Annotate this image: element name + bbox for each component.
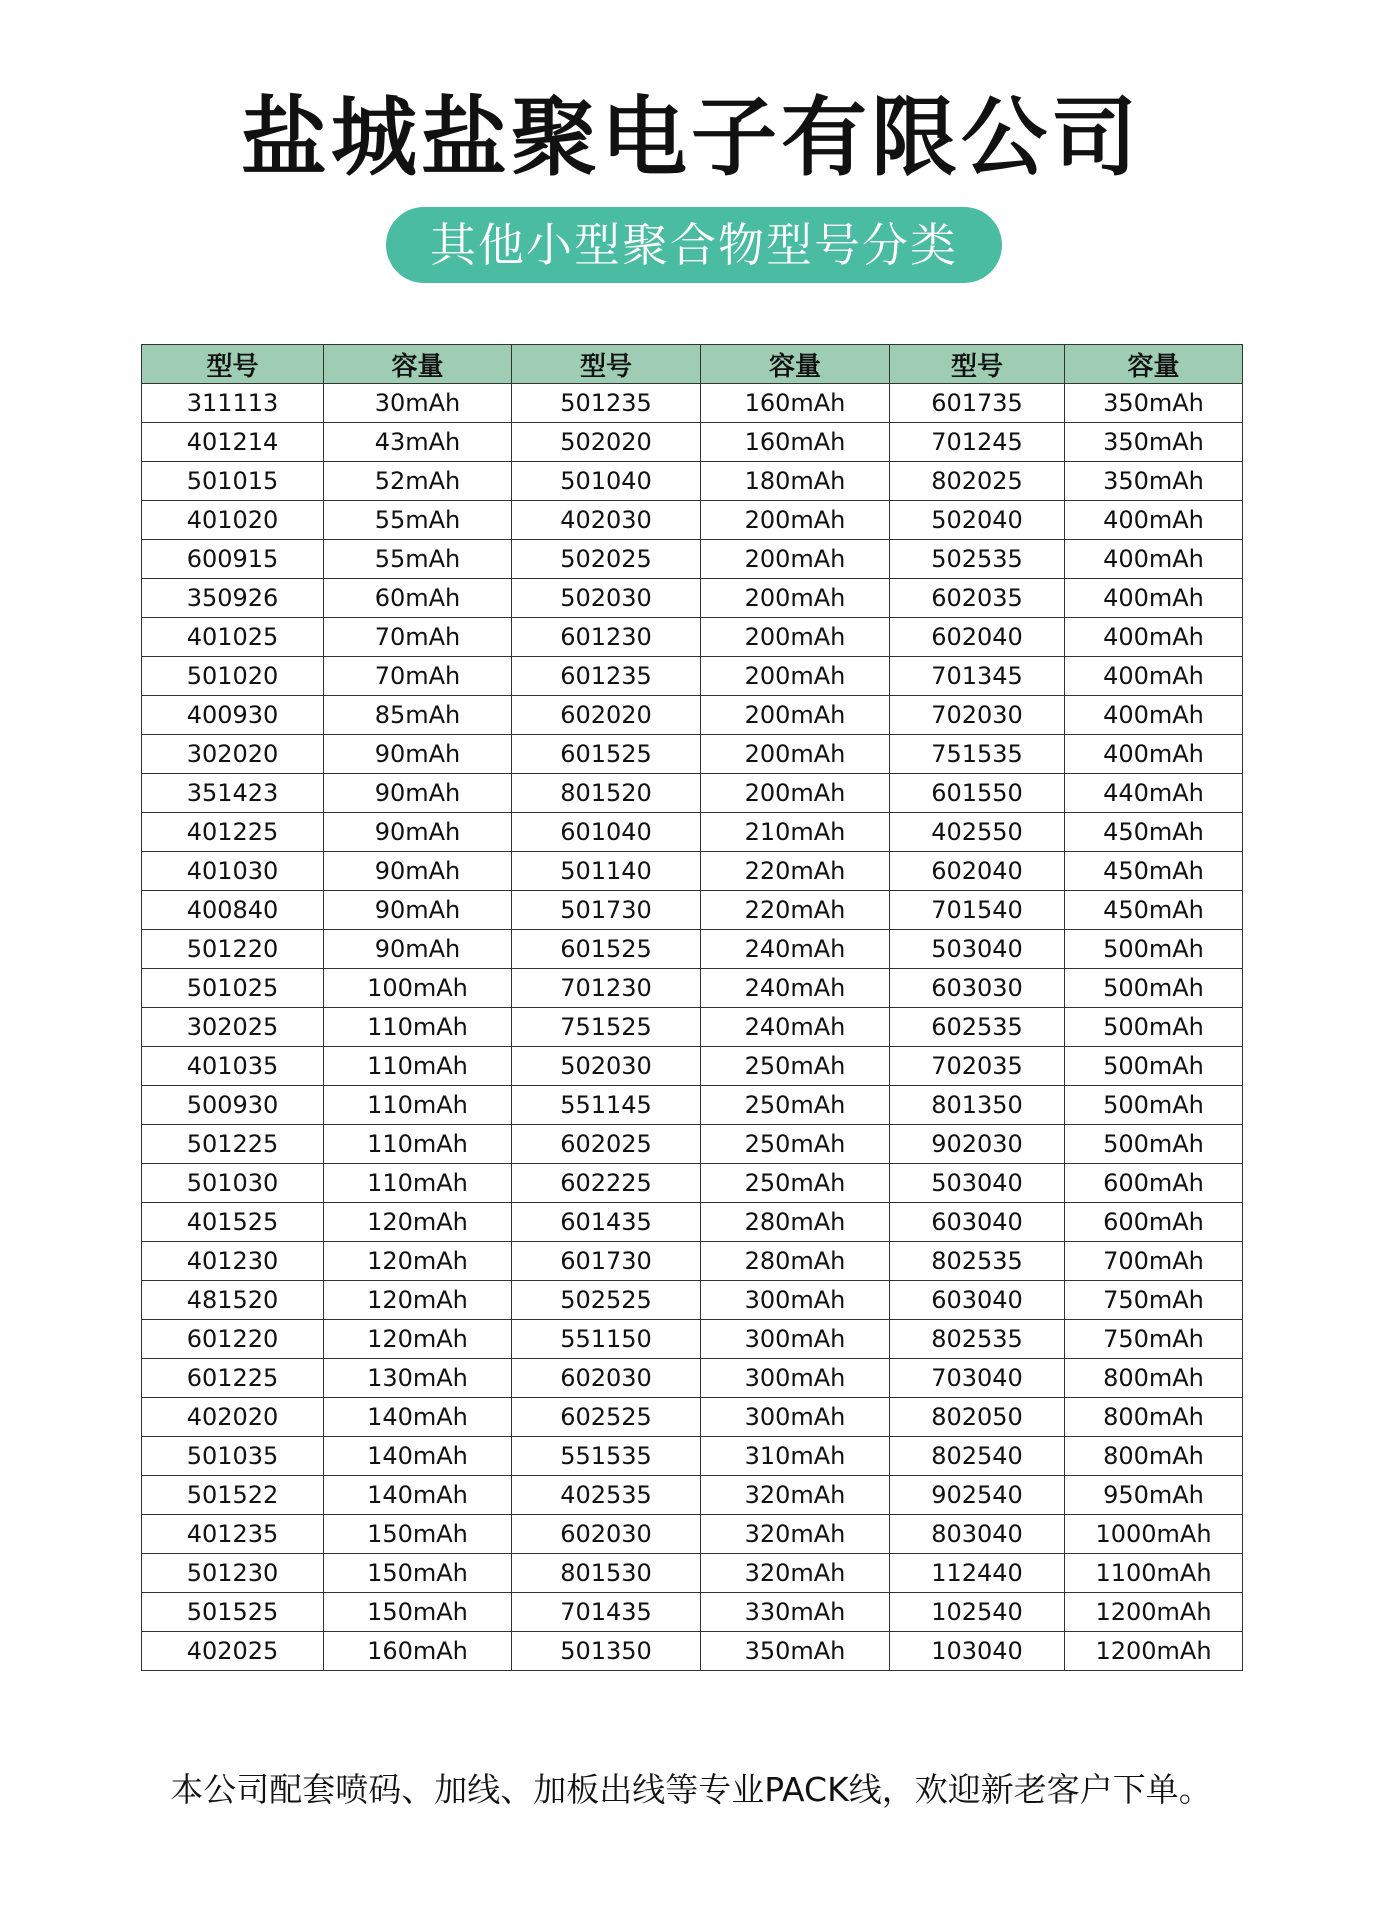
model-cell: 503040 <box>890 930 1065 969</box>
capacity-cell: 130mAh <box>324 1359 512 1398</box>
capacity-cell: 400mAh <box>1065 735 1243 774</box>
table-row <box>142 852 1243 891</box>
model-cell: 501035 <box>142 1437 324 1476</box>
model-cell: 602030 <box>512 1515 701 1554</box>
model-cell: 802535 <box>890 1242 1065 1281</box>
model-cell: 601735 <box>890 384 1065 423</box>
model-cell: 603040 <box>890 1203 1065 1242</box>
model-cell: 401525 <box>142 1203 324 1242</box>
capacity-cell: 200mAh <box>701 540 890 579</box>
capacity-cell: 200mAh <box>701 735 890 774</box>
capacity-cell: 200mAh <box>701 696 890 735</box>
capacity-cell: 500mAh <box>1065 930 1243 969</box>
capacity-cell: 120mAh <box>324 1320 512 1359</box>
capacity-cell: 600mAh <box>1065 1164 1243 1203</box>
capacity-cell: 100mAh <box>324 969 512 1008</box>
model-cell: 501230 <box>142 1554 324 1593</box>
capacity-cell: 320mAh <box>701 1476 890 1515</box>
capacity-cell: 200mAh <box>701 501 890 540</box>
model-cell: 802535 <box>890 1320 1065 1359</box>
header-model-1: 型号 <box>142 345 324 384</box>
capacity-cell: 300mAh <box>701 1320 890 1359</box>
capacity-cell: 800mAh <box>1065 1359 1243 1398</box>
model-cell: 602025 <box>512 1125 701 1164</box>
capacity-cell: 90mAh <box>324 774 512 813</box>
model-cell: 751535 <box>890 735 1065 774</box>
model-cell: 601525 <box>512 930 701 969</box>
capacity-cell: 350mAh <box>1065 423 1243 462</box>
model-cell: 701345 <box>890 657 1065 696</box>
capacity-cell: 250mAh <box>701 1164 890 1203</box>
model-cell: 602225 <box>512 1164 701 1203</box>
capacity-cell: 400mAh <box>1065 579 1243 618</box>
table-row <box>142 1359 1243 1398</box>
model-cell: 401030 <box>142 852 324 891</box>
model-cell: 481520 <box>142 1281 324 1320</box>
model-cell: 601525 <box>512 735 701 774</box>
model-cell: 103040 <box>890 1632 1065 1671</box>
table-row <box>142 1008 1243 1047</box>
model-cell: 803040 <box>890 1515 1065 1554</box>
model-cell: 602040 <box>890 852 1065 891</box>
model-cell: 401235 <box>142 1515 324 1554</box>
model-cell: 601220 <box>142 1320 324 1359</box>
footer-note: 本公司配套喷码、加线、加板出线等专业PACK线，欢迎新老客户下单。 <box>170 1770 1212 1809</box>
model-cell: 602030 <box>512 1359 701 1398</box>
table-row <box>142 1554 1243 1593</box>
capacity-cell: 90mAh <box>324 891 512 930</box>
model-cell: 802025 <box>890 462 1065 501</box>
model-cell: 501225 <box>142 1125 324 1164</box>
model-cell: 401035 <box>142 1047 324 1086</box>
model-cell: 112440 <box>890 1554 1065 1593</box>
capacity-cell: 750mAh <box>1065 1281 1243 1320</box>
model-cell: 701540 <box>890 891 1065 930</box>
capacity-cell: 210mAh <box>701 813 890 852</box>
capacity-cell: 300mAh <box>701 1359 890 1398</box>
capacity-cell: 800mAh <box>1065 1398 1243 1437</box>
capacity-cell: 150mAh <box>324 1554 512 1593</box>
table-row <box>142 618 1243 657</box>
model-cell: 501025 <box>142 969 324 1008</box>
table-row <box>142 774 1243 813</box>
model-cell: 102540 <box>890 1593 1065 1632</box>
capacity-cell: 600mAh <box>1065 1203 1243 1242</box>
model-table <box>141 344 1243 1671</box>
capacity-cell: 43mAh <box>324 423 512 462</box>
model-cell: 311113 <box>142 384 324 423</box>
model-cell: 501522 <box>142 1476 324 1515</box>
model-cell: 302025 <box>142 1008 324 1047</box>
model-cell: 351423 <box>142 774 324 813</box>
model-cell: 401025 <box>142 618 324 657</box>
model-cell: 602020 <box>512 696 701 735</box>
capacity-cell: 450mAh <box>1065 891 1243 930</box>
table-row <box>142 657 1243 696</box>
capacity-cell: 700mAh <box>1065 1242 1243 1281</box>
capacity-cell: 70mAh <box>324 618 512 657</box>
capacity-cell: 200mAh <box>701 774 890 813</box>
model-cell: 802050 <box>890 1398 1065 1437</box>
model-cell: 500930 <box>142 1086 324 1125</box>
capacity-cell: 300mAh <box>701 1281 890 1320</box>
table-row <box>142 540 1243 579</box>
table-row <box>142 1047 1243 1086</box>
model-cell: 603040 <box>890 1281 1065 1320</box>
model-cell: 601550 <box>890 774 1065 813</box>
model-cell: 601225 <box>142 1359 324 1398</box>
capacity-cell: 90mAh <box>324 930 512 969</box>
capacity-cell: 200mAh <box>701 657 890 696</box>
model-cell: 501235 <box>512 384 701 423</box>
model-cell: 402030 <box>512 501 701 540</box>
capacity-cell: 240mAh <box>701 969 890 1008</box>
capacity-cell: 120mAh <box>324 1242 512 1281</box>
capacity-cell: 52mAh <box>324 462 512 501</box>
capacity-cell: 110mAh <box>324 1047 512 1086</box>
model-cell: 401020 <box>142 501 324 540</box>
table-row <box>142 1164 1243 1203</box>
capacity-cell: 160mAh <box>701 384 890 423</box>
capacity-cell: 500mAh <box>1065 969 1243 1008</box>
model-cell: 402025 <box>142 1632 324 1671</box>
table-row <box>142 735 1243 774</box>
model-cell: 602040 <box>890 618 1065 657</box>
capacity-cell: 450mAh <box>1065 852 1243 891</box>
model-cell: 601040 <box>512 813 701 852</box>
capacity-cell: 500mAh <box>1065 1047 1243 1086</box>
model-cell: 601435 <box>512 1203 701 1242</box>
category-banner: 其他小型聚合物型号分类 <box>386 207 1002 283</box>
model-cell: 501020 <box>142 657 324 696</box>
capacity-cell: 350mAh <box>1065 384 1243 423</box>
capacity-cell: 150mAh <box>324 1593 512 1632</box>
model-cell: 400840 <box>142 891 324 930</box>
capacity-cell: 110mAh <box>324 1086 512 1125</box>
capacity-cell: 90mAh <box>324 852 512 891</box>
capacity-cell: 220mAh <box>701 852 890 891</box>
model-cell: 701245 <box>890 423 1065 462</box>
table-row <box>142 1437 1243 1476</box>
capacity-cell: 140mAh <box>324 1476 512 1515</box>
model-cell: 600915 <box>142 540 324 579</box>
model-cell: 602535 <box>890 1008 1065 1047</box>
table-row <box>142 1125 1243 1164</box>
model-cell: 601235 <box>512 657 701 696</box>
capacity-cell: 70mAh <box>324 657 512 696</box>
capacity-cell: 55mAh <box>324 501 512 540</box>
capacity-cell: 400mAh <box>1065 618 1243 657</box>
capacity-cell: 450mAh <box>1065 813 1243 852</box>
capacity-cell: 310mAh <box>701 1437 890 1476</box>
capacity-cell: 400mAh <box>1065 540 1243 579</box>
table-row <box>142 1242 1243 1281</box>
model-cell: 302020 <box>142 735 324 774</box>
model-cell: 401225 <box>142 813 324 852</box>
model-cell: 501140 <box>512 852 701 891</box>
table-row <box>142 813 1243 852</box>
capacity-cell: 400mAh <box>1065 696 1243 735</box>
capacity-cell: 120mAh <box>324 1203 512 1242</box>
table-row <box>142 423 1243 462</box>
capacity-cell: 1100mAh <box>1065 1554 1243 1593</box>
capacity-cell: 440mAh <box>1065 774 1243 813</box>
model-cell: 801530 <box>512 1554 701 1593</box>
capacity-cell: 110mAh <box>324 1164 512 1203</box>
model-cell: 502020 <box>512 423 701 462</box>
table-row <box>142 969 1243 1008</box>
capacity-cell: 280mAh <box>701 1242 890 1281</box>
model-cell: 602035 <box>890 579 1065 618</box>
capacity-cell: 1200mAh <box>1065 1593 1243 1632</box>
model-cell: 400930 <box>142 696 324 735</box>
model-cell: 703040 <box>890 1359 1065 1398</box>
model-cell: 501030 <box>142 1164 324 1203</box>
table-row <box>142 1632 1243 1671</box>
model-cell: 502040 <box>890 501 1065 540</box>
model-cell: 802540 <box>890 1437 1065 1476</box>
model-cell: 601730 <box>512 1242 701 1281</box>
capacity-cell: 200mAh <box>701 618 890 657</box>
model-cell: 401230 <box>142 1242 324 1281</box>
model-cell: 502025 <box>512 540 701 579</box>
model-cell: 601230 <box>512 618 701 657</box>
table-row <box>142 891 1243 930</box>
model-cell: 402535 <box>512 1476 701 1515</box>
header-capacity-1: 容量 <box>324 345 512 384</box>
model-cell: 401214 <box>142 423 324 462</box>
model-cell: 801350 <box>890 1086 1065 1125</box>
capacity-cell: 500mAh <box>1065 1086 1243 1125</box>
model-cell: 502030 <box>512 1047 701 1086</box>
capacity-cell: 180mAh <box>701 462 890 501</box>
capacity-cell: 90mAh <box>324 735 512 774</box>
capacity-cell: 330mAh <box>701 1593 890 1632</box>
table-row <box>142 1593 1243 1632</box>
model-cell: 501015 <box>142 462 324 501</box>
capacity-cell: 250mAh <box>701 1125 890 1164</box>
capacity-cell: 750mAh <box>1065 1320 1243 1359</box>
model-cell: 503040 <box>890 1164 1065 1203</box>
capacity-cell: 950mAh <box>1065 1476 1243 1515</box>
model-cell: 501220 <box>142 930 324 969</box>
capacity-cell: 240mAh <box>701 1008 890 1047</box>
table-row <box>142 462 1243 501</box>
table-row <box>142 696 1243 735</box>
capacity-cell: 300mAh <box>701 1398 890 1437</box>
capacity-cell: 220mAh <box>701 891 890 930</box>
model-cell: 702030 <box>890 696 1065 735</box>
table-row <box>142 1476 1243 1515</box>
capacity-cell: 90mAh <box>324 813 512 852</box>
capacity-cell: 280mAh <box>701 1203 890 1242</box>
company-title: 盐城盐聚电子有限公司 <box>241 88 1141 188</box>
capacity-cell: 55mAh <box>324 540 512 579</box>
table-row <box>142 579 1243 618</box>
capacity-cell: 110mAh <box>324 1008 512 1047</box>
header-capacity-2: 容量 <box>701 345 890 384</box>
capacity-cell: 350mAh <box>701 1632 890 1671</box>
model-cell: 501730 <box>512 891 701 930</box>
table-row <box>142 930 1243 969</box>
capacity-cell: 1000mAh <box>1065 1515 1243 1554</box>
capacity-cell: 120mAh <box>324 1281 512 1320</box>
capacity-cell: 160mAh <box>324 1632 512 1671</box>
model-cell: 701230 <box>512 969 701 1008</box>
model-cell: 502030 <box>512 579 701 618</box>
table-row <box>142 1515 1243 1554</box>
capacity-cell: 320mAh <box>701 1515 890 1554</box>
header-model-3: 型号 <box>890 345 1065 384</box>
header-model-2: 型号 <box>512 345 701 384</box>
capacity-cell: 400mAh <box>1065 501 1243 540</box>
table-row <box>142 1320 1243 1359</box>
capacity-cell: 30mAh <box>324 384 512 423</box>
capacity-cell: 800mAh <box>1065 1437 1243 1476</box>
model-cell: 402020 <box>142 1398 324 1437</box>
model-cell: 402550 <box>890 813 1065 852</box>
capacity-cell: 500mAh <box>1065 1125 1243 1164</box>
capacity-cell: 250mAh <box>701 1086 890 1125</box>
table-row <box>142 1398 1243 1437</box>
capacity-cell: 150mAh <box>324 1515 512 1554</box>
model-cell: 501350 <box>512 1632 701 1671</box>
capacity-cell: 350mAh <box>1065 462 1243 501</box>
model-cell: 502535 <box>890 540 1065 579</box>
model-cell: 350926 <box>142 579 324 618</box>
capacity-cell: 160mAh <box>701 423 890 462</box>
capacity-cell: 240mAh <box>701 930 890 969</box>
model-cell: 702035 <box>890 1047 1065 1086</box>
capacity-cell: 110mAh <box>324 1125 512 1164</box>
capacity-cell: 85mAh <box>324 696 512 735</box>
model-cell: 501525 <box>142 1593 324 1632</box>
capacity-cell: 1200mAh <box>1065 1632 1243 1671</box>
capacity-cell: 320mAh <box>701 1554 890 1593</box>
table-row <box>142 1203 1243 1242</box>
model-cell: 502525 <box>512 1281 701 1320</box>
table-body <box>142 384 1243 1671</box>
header-capacity-3: 容量 <box>1065 345 1243 384</box>
capacity-cell: 500mAh <box>1065 1008 1243 1047</box>
model-cell: 902540 <box>890 1476 1065 1515</box>
model-cell: 603030 <box>890 969 1065 1008</box>
capacity-cell: 400mAh <box>1065 657 1243 696</box>
capacity-cell: 200mAh <box>701 579 890 618</box>
table-row <box>142 1281 1243 1320</box>
capacity-cell: 140mAh <box>324 1437 512 1476</box>
model-cell: 801520 <box>512 774 701 813</box>
model-cell: 501040 <box>512 462 701 501</box>
table-row <box>142 501 1243 540</box>
capacity-cell: 250mAh <box>701 1047 890 1086</box>
model-cell: 551150 <box>512 1320 701 1359</box>
table-row <box>142 384 1243 423</box>
model-cell: 551535 <box>512 1437 701 1476</box>
table-row <box>142 1086 1243 1125</box>
capacity-cell: 140mAh <box>324 1398 512 1437</box>
model-cell: 551145 <box>512 1086 701 1125</box>
model-cell: 902030 <box>890 1125 1065 1164</box>
capacity-cell: 60mAh <box>324 579 512 618</box>
model-cell: 701435 <box>512 1593 701 1632</box>
table-header-row <box>142 345 1243 384</box>
model-cell: 602525 <box>512 1398 701 1437</box>
model-cell: 751525 <box>512 1008 701 1047</box>
